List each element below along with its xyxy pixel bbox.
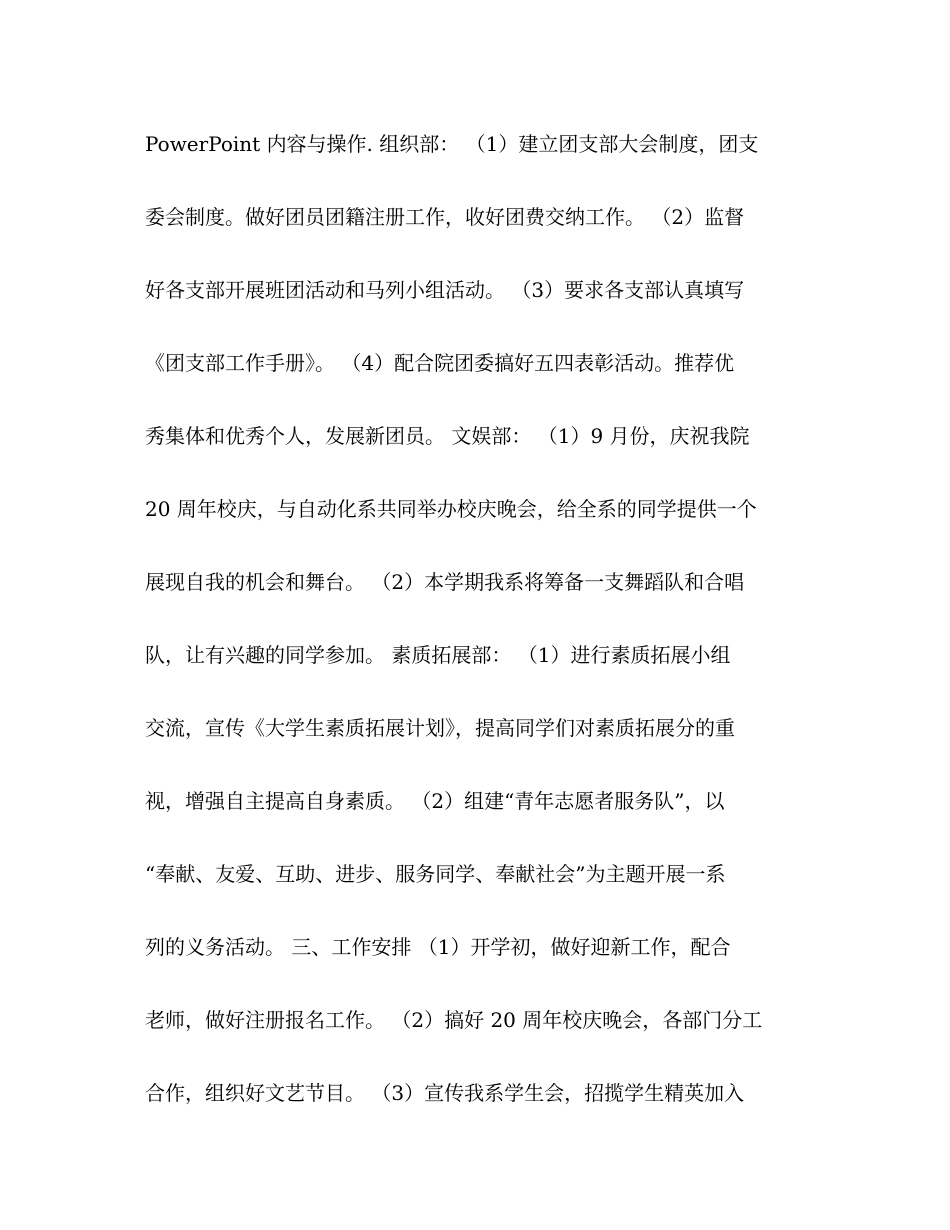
text-line-10: 视，增强自主提高自身素质。 （2）组建“青年志愿者服务队”，以: [145, 789, 725, 813]
text-line-3: 好各支部开展班团活动和马列小组活动。 （3）要求各支部认真填写: [145, 278, 745, 302]
text-line-6: 20 周年校庆，与自动化系共同举办校庆晚会，给全系的同学提供一个: [145, 497, 757, 521]
text-line-9: 交流，宣传《大学生素质拓展计划》，提高同学们对素质拓展分的重: [145, 716, 735, 740]
text-line-7: 展现自我的机会和舞台。 （2）本学期我系将筹备一支舞蹈队和合唱: [145, 570, 745, 594]
text-line-1: PowerPoint 内容与操作. 组织部： （1）建立团支部大会制度，团支: [145, 132, 759, 156]
text-line-13: 老师，做好注册报名工作。 （2）搞好 20 周年校庆晚会，各部门分工: [145, 1008, 763, 1032]
text-line-12: 列的义务活动。 三、工作安排 （1）开学初，做好迎新工作，配合: [145, 935, 731, 959]
text-line-2: 委会制度。做好团员团籍注册工作，收好团费交纳工作。 （2）监督: [145, 205, 745, 229]
text-line-8: 队，让有兴趣的同学参加。 素质拓展部： （1）进行素质拓展小组: [145, 643, 731, 667]
text-line-5: 秀集体和优秀个人，发展新团员。 文娱部： （1）9 月份，庆祝我院: [145, 424, 750, 448]
text-line-4: 《团支部工作手册》。 （4）配合院团委搞好五四表彰活动。推荐优: [145, 351, 735, 375]
text-line-14: 合作，组织好文艺节目。 （3）宣传我系学生会，招揽学生精英加入: [145, 1081, 745, 1105]
text-line-11: “奉献、友爱、互助、进步、服务同学、奉献社会”为主题开展一系: [145, 862, 726, 886]
